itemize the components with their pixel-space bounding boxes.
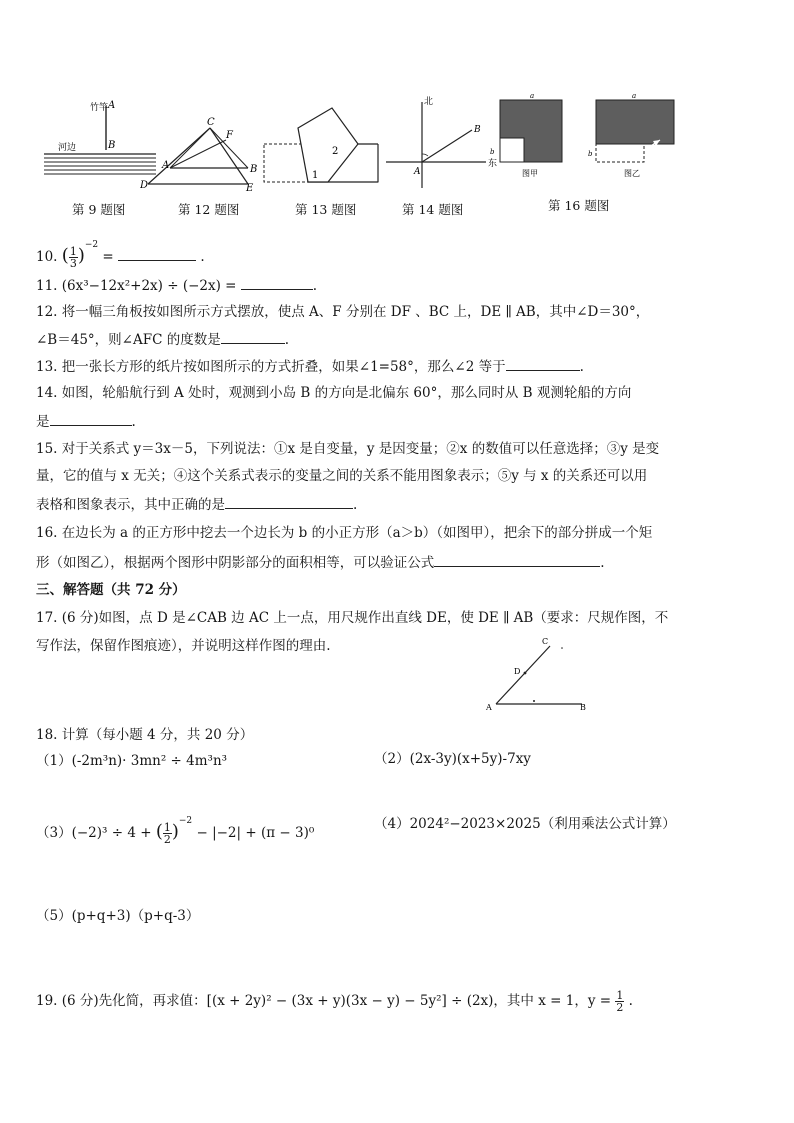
- question-18-part5: （5）(p+q+3)（p+q-3）: [36, 908, 200, 924]
- q19-fraction: $\frac{1}{2}$: [616, 989, 624, 1014]
- fig12-label-d: D: [140, 180, 149, 191]
- question-16-line2: 形（如图乙），根据两个图形中阴影部分的面积相等，可以验证公式 .: [36, 552, 605, 572]
- fig9-top-label: 竹竿: [90, 103, 109, 113]
- figure-14: [386, 92, 498, 192]
- question-15-line3: 表格和图象表示，其中正确的是 .: [36, 494, 357, 514]
- fig9-label-b: B: [108, 140, 116, 151]
- section-3-title: 三、解答题（共 72 分）: [36, 582, 186, 598]
- q12-answer-blank[interactable]: [221, 329, 285, 344]
- fig16-label-jia: 图甲: [522, 169, 538, 178]
- q11-answer-blank[interactable]: [241, 275, 313, 290]
- question-18-part2: （2）(2x-3y)(x+5y)-7xy: [374, 751, 531, 767]
- figure-12: [140, 92, 265, 192]
- caption-fig12: 第 12 题图: [178, 202, 240, 217]
- q10-end: .: [200, 249, 205, 265]
- question-17-line2: 写作法，保留作图痕迹），并说明这样作图的理由.: [36, 638, 331, 654]
- fig16-jia-a: a: [530, 94, 535, 100]
- fig12-label-e: E: [246, 183, 254, 192]
- q10-exponent: −2: [84, 240, 99, 250]
- question-16-line1: 16. 在边长为 a 的正方形中挖去一个边长为 b 的小正方形（a＞b）（如图甲），把余下的部分拼成一个矩: [36, 525, 653, 541]
- question-18-title: 18. 计算（每小题 4 分，共 20 分）: [36, 727, 254, 743]
- fig12-label-a: A: [162, 160, 170, 171]
- question-11: 11. (6x³−12x²+2x) ÷ (−2x) = .: [36, 275, 317, 295]
- question-12-line2: ∠B＝45°，则∠AFC 的度数是 .: [36, 329, 289, 349]
- question-15-line1: 15. 对于关系式 y＝3x－5，下列说法：①x 是自变量，y 是因变量；②x 的数值可以任意选择；③y 是变: [36, 441, 660, 457]
- fig17-label-d: D: [514, 667, 521, 676]
- caption-fig9: 第 9 题图: [72, 202, 126, 217]
- fig12-label-f: F: [226, 130, 233, 141]
- question-14-line2: 是 .: [36, 411, 136, 431]
- question-14-line1: 14. 如图，轮船航行到 A 处时，观测到小岛 B 的方向是北偏东 60°，那么同时从 B 观测轮船的方向: [36, 385, 632, 401]
- caption-fig14: 第 14 题图: [402, 202, 464, 217]
- fig16-yi-a: a: [632, 94, 637, 100]
- figure-13-drawing: [262, 92, 382, 192]
- fig13-angle-2: 2: [332, 146, 339, 157]
- fig14-label-b: B: [474, 125, 481, 135]
- figure-16: [488, 94, 678, 180]
- figure-14-drawing: [386, 92, 498, 192]
- question-18-part3: （3）(−2)³ ÷ 4 + ( $\frac{1}{2}$ )$^{-2}$ − |−2| + (π − 3)⁰: [36, 816, 315, 846]
- fig17-label-c: C: [542, 637, 549, 646]
- question-10: 10. ( $\frac{1}{3}$ )$^{-2}$ = .: [36, 240, 205, 270]
- fig9-label-a: A: [108, 100, 116, 111]
- q14-answer-blank[interactable]: [50, 411, 132, 426]
- figure-17-drawing: [484, 632, 596, 716]
- fig14-north: 北: [424, 97, 434, 107]
- fig14-east: 东: [488, 159, 498, 169]
- question-17-line1: 17. (6 分)如图，点 D 是∠CAB 边 AC 上一点，用尺规作出直线 DE，使 DE ∥ AB（要求：尺规作图，不: [36, 610, 669, 626]
- question-18-part4: （4）2024²−2023×2025（利用乘法公式计算）: [374, 816, 676, 832]
- q10-answer-blank[interactable]: [118, 246, 196, 261]
- question-15-line2: 量，它的值与 x 无关；④这个关系式表示的变量之间的关系不能用图象表示；⑤y 与 x 的关系还可以用: [36, 468, 648, 484]
- figure-16-drawing: [488, 94, 678, 180]
- q11-text: 11. (6x³−12x²+2x) ÷ (−2x) =: [36, 278, 237, 294]
- fig16-label-yi: 图乙: [624, 169, 640, 178]
- figure-13: [262, 92, 382, 192]
- question-19: 19. (6 分)先化简，再求值：[(x + 2y)² − (3x + y)(3x − y) − 5y²] ÷ (2x)，其中 x = 1，y = $\frac{1}{2}$ .: [36, 989, 633, 1014]
- question-12-line1: 12. 将一幅三角板按如图所示方式摆放，使点 A、F 分别在 DF 、BC 上，DE ∥ AB，其中∠D＝30°，: [36, 304, 650, 320]
- question-18-part1: （1）(-2m³n)· 3mn² ÷ 4m³n³: [36, 753, 228, 769]
- fig17-label-b: B: [580, 703, 586, 712]
- fig16-yi-b: b: [588, 150, 593, 158]
- fig14-label-a: A: [414, 167, 421, 177]
- q18-p3-fraction: $\frac{1}{2}$: [163, 821, 171, 846]
- q10-fraction: $\frac{1}{3}$: [69, 245, 77, 270]
- figure-12-drawing: [140, 92, 265, 192]
- fig17-label-a: A: [486, 703, 492, 712]
- figure-17: [484, 632, 596, 720]
- caption-fig16: 第 16 题图: [548, 198, 610, 213]
- q10-number: 10.: [36, 249, 58, 265]
- fig16-jia-b: b: [490, 148, 495, 156]
- q15-answer-blank[interactable]: [225, 494, 353, 509]
- question-13: 13. 把一张长方形的纸片按如图所示的方式折叠，如果∠1=58°，那么∠2 等于 .: [36, 356, 584, 376]
- q10-equals: =: [102, 249, 114, 265]
- caption-fig13: 第 13 题图: [295, 202, 357, 217]
- fig12-label-b: B: [250, 164, 258, 175]
- fig9-water-label: 河边: [58, 143, 77, 153]
- fig12-label-c: C: [207, 117, 215, 128]
- q13-answer-blank[interactable]: [506, 356, 580, 371]
- fig13-angle-1: 1: [312, 170, 319, 181]
- q16-answer-blank[interactable]: [434, 552, 600, 567]
